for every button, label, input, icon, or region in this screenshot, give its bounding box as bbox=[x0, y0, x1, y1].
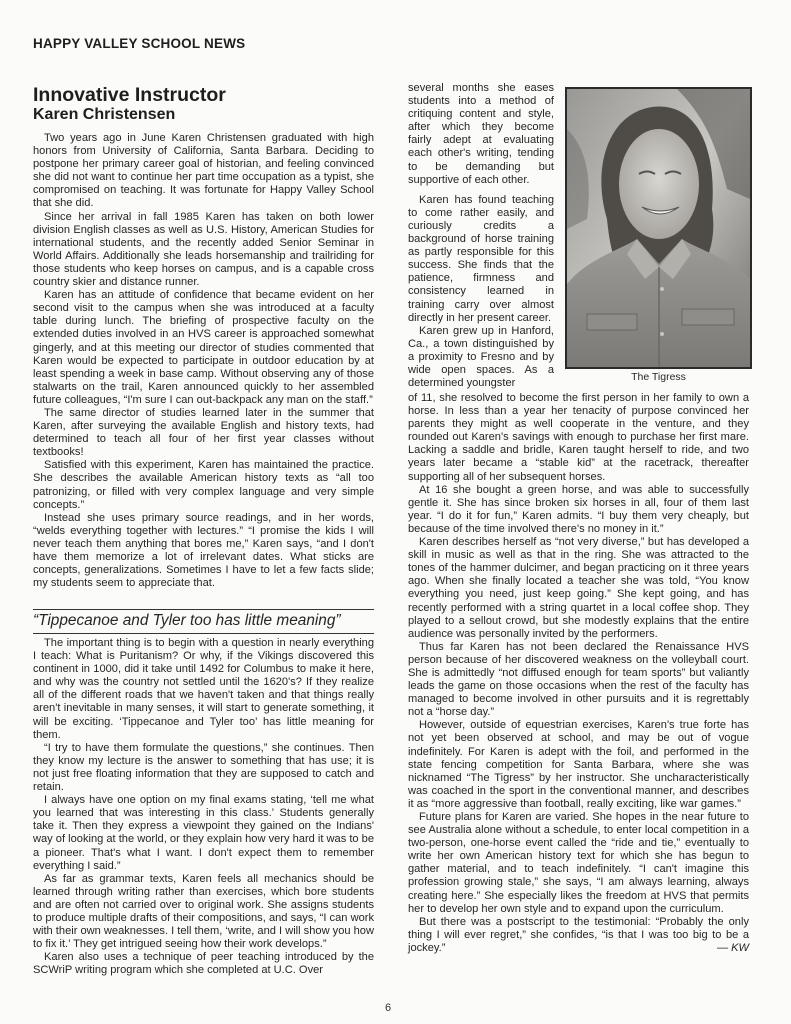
paragraph: However, outside of equestrian exercises, Karen's true forte has not yet been observed at school, and may be out of vogue indefinitely. For Karen is adept with the foil, and performed in the state fencing competition for Santa Barbara, where she was nicknamed “The Tigress” by her instructor. She uncharacteristically was coached in the sport in the conventional manner, and describes it as “more aggressive than football, really exciting, like war games.” bbox=[408, 719, 749, 810]
portrait-photo-icon bbox=[565, 87, 752, 369]
paragraph: The important thing is to begin with a question in nearly everything I teach: What is Puritanism? Or why, if the Vikings discovered this continent in 1000, did it take until 1492 for Columbus to make it here, and why was the country not settled until the 1620's? If they realize all of the different roads that we haven't taken and that things really aren't inevitable in many senses, it will start to generate something, it will be exciting. ‘Tippecanoe and Tyler too’ has little meaning for them. bbox=[33, 637, 374, 741]
left-column-top bbox=[33, 132, 374, 590]
paragraph: Satisfied with this experiment, Karen has maintained the practice. She describes the available American history texts as “all too patronizing, or filled with very complex language and very simple concepts.” bbox=[33, 459, 374, 511]
page-number: 6 bbox=[385, 1002, 392, 1014]
paragraph: of 11, she resolved to become the first person in her family to own a horse. In less than a year her tenacity of purpose convinced her parents they might as well cooperate in the venture, and they rounded out Karen's savings with enough to purchase her first mare. Lacking a saddle and bridle, Karen taught herself to ride, and two years later became a “stable kid” at the racetrack, thereafter supporting all of her subsequent horses. bbox=[408, 392, 749, 483]
paragraph: several months she eases students into a method of critiquing content and style, after which they become fairly adept at evaluating each other's writing, tending to be demanding but supportive of each other. bbox=[408, 82, 554, 186]
paragraph: As far as grammar texts, Karen feels all mechanics should be learned through writing rather than exercises, which bore students and are often not carried over to original work. She assigns students to produce multiple drafts of their compositions, and says, “I can work with their own weaknesses. I tell them, ‘write, and I will show you how to fix it.’ They get intrigued seeing how their work develops.” bbox=[33, 872, 374, 951]
paragraph: But there was a postscript to the testimonial: “Probably the only thing I will ever regret,” she confides, “is that I was too big to be a jockey.” bbox=[408, 915, 749, 954]
article-title: Innovative Instructor bbox=[33, 84, 226, 106]
paragraph: Karen describes herself as “not very diverse,” but has developed a skill in music as well as that in the ring. She was attracted to the tones of the hammer dulcimer, and began practicing on it three years ago. When she finally located a teacher she was told, “You know everything you need, just keep going.” She kept going, and has recently performed with a string quartet in a local coffee shop. They played to a sellout crowd, but she modestly explains that the entire audience was personally invited by the performers. bbox=[408, 536, 749, 640]
paragraph: At 16 she bought a green horse, and was able to successfully gentle it. She has since broken six horses in all, four of them last year. “I do it for fun,” Karen admits. “I buy them very cheaply, but because of the time involved there's no money in it.” bbox=[408, 483, 749, 535]
paragraph: Karen has found teaching to come rather easily, and curiously credits a background of horse training as partly responsible for this success. She finds that the patience, firmness and consistency learned in training carry over almost directly in her present career. bbox=[408, 193, 554, 324]
paragraph: The same director of studies learned later in the summer that Karen, after surveying the available English and history texts, had determined to teach all four of her first year classes without textbooks! bbox=[33, 406, 374, 459]
right-column-bottom bbox=[408, 392, 749, 955]
paragraph: “I try to have them formulate the questions,” she continues. Then they know my lecture is the answer to something that has use; it is not just free floating information that they are supposed to catch and retain. bbox=[33, 741, 374, 794]
photo-caption: The Tigress bbox=[631, 371, 686, 383]
paragraph: Karen also uses a technique of peer teaching introduced by the SCWriP writing program which she completed at U.C. Over bbox=[33, 951, 374, 977]
left-column-bottom bbox=[33, 637, 374, 977]
paragraph: Thus far Karen has not been declared the Renaissance HVS person because of her discovered weakness on the volleyball court. She is admittedly “not diffused enough for team sports” but valiantly leads the game on those occasions when the rest of the faculty has managed to become involved in other pursuits and it is regrettably not a “horse day.” bbox=[408, 640, 749, 719]
paragraph: Since her arrival in fall 1985 Karen has taken on both lower division English classes as well as U.S. History, American Studies for international students, and the recently added Senior Seminar in World Affairs. Additionally she leads horsemanship and trailriding for those students who keep horses on campus, and is a capable cross country skier and distance runner. bbox=[33, 210, 374, 289]
paragraph: Karen has an attitude of confidence that became evident on her second visit to the campus when she was introduced at a faculty table during lunch. The briefing of prospective faculty on the extended duties involved in an HVS career is approached somewhat gingerly, and at this meeting our director of studies commented that Karen would be expected to participate in outdoor education by at least spending a week in base camp. Without observing any of those stalwarts on the trail, Karen announced quickly to her assembled future colleagues, “I'm sure I can out-backpack any man on the staff.” bbox=[33, 289, 374, 406]
paragraph: Instead she uses primary source readings, and in her words, “welds everything together with lectures.” “I promise the kids I will never teach them anything that bores me,” Karen says, “and I don't have them memorize a lot of irrelevant dates. What sticks are concepts, generalizations. Sometimes I have to let a few facts slide; my students seem to appreciate that. bbox=[33, 511, 374, 590]
paragraph: Karen grew up in Hanford, Ca., a town distinguished by a proximity to Fresno and by wide open spaces. As a determined youngster bbox=[408, 324, 554, 390]
article-subtitle: Karen Christensen bbox=[33, 106, 176, 123]
right-column-top bbox=[408, 82, 554, 390]
paragraph: Two years ago in June Karen Christensen graduated with high honors from University of California, Santa Barbara. Deciding to postpone her primary career goal of historian, and feeling convinced she did not want to continue her part time occupation as a typist, she compromised on teaching. It was fortunate for Happy Valley School that she did. bbox=[33, 132, 374, 210]
paragraph: Future plans for Karen are varied. She hopes in the near future to see Australia alone without a schedule, to enter local competition in a two-person, one-horse event called the “ride and tie,” eventually to write her own American history text for which she has begun to gather material, and to teach indefinitely. “I can't imagine this profession growing stale,” she says, “I am always learning, always creating here.” She especially likes the freedom at HVS that permits her to develop her own style and to expand upon the curriculum. bbox=[408, 811, 749, 915]
masthead: HAPPY VALLEY SCHOOL NEWS bbox=[33, 36, 246, 51]
paragraph: I always have one option on my final exams stating, ‘tell me what you learned that was interesting in this class.’ Students generally take it. Then they express a viewpoint they gained on the Indians' way of looking at the world, or they explain how very hard it was to be a pioneer. That's what I want. I don't expect them to remember everything I said.” bbox=[33, 794, 375, 872]
author-signoff: — KW bbox=[716, 942, 749, 955]
pull-quote: “Tippecanoe and Tyler too has little meaning” bbox=[33, 609, 374, 634]
